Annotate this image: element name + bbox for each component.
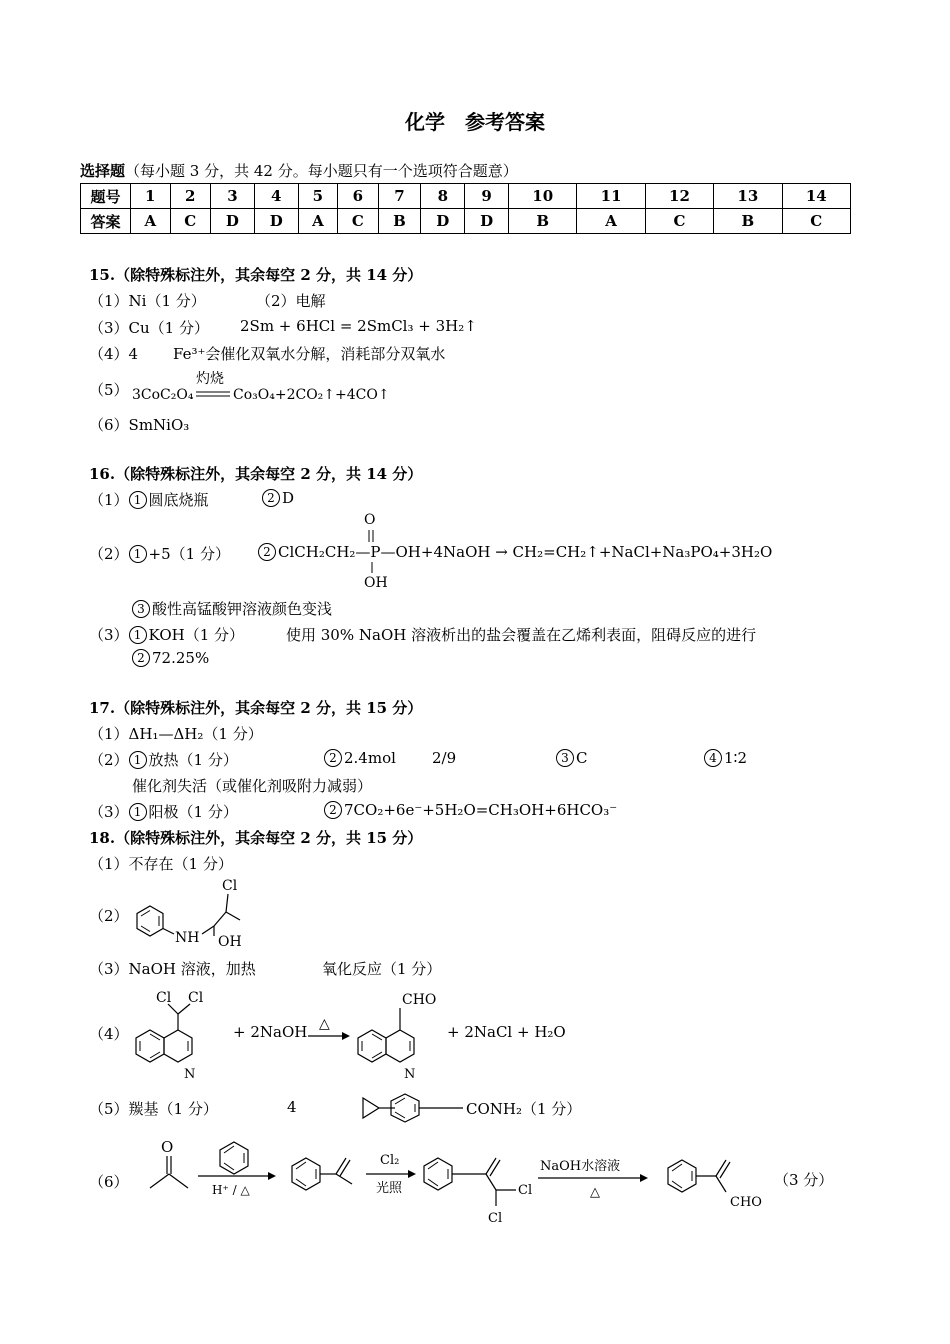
equals-sign-icon xyxy=(196,391,232,399)
table-cell: C xyxy=(170,209,210,234)
q16-p1b: D xyxy=(282,489,295,507)
q18-header: 18.（除特殊标注外，其余每空 2 分，共 15 分） xyxy=(89,829,423,847)
table-cell: 6 xyxy=(338,184,378,209)
q17-a2a: 放热（1 分） xyxy=(148,751,238,769)
q18-a4-reactant xyxy=(130,984,220,1080)
q16-p3a: KOH（1 分） xyxy=(148,626,245,644)
q18-a1: （1）不存在（1 分） xyxy=(89,855,233,873)
cho-label: CHO xyxy=(402,992,437,1008)
cho-label: CHO xyxy=(730,1195,762,1210)
q17-a3a: 阳极（1 分） xyxy=(148,803,238,821)
circled-number-icon: 1 xyxy=(129,626,147,644)
q15-a4-reason: Fe³⁺会催化双氧水分解，消耗部分双氧水 xyxy=(173,345,446,363)
q16-p3 xyxy=(89,624,244,645)
q17-a1: （1）ΔH₁—ΔH₂（1 分） xyxy=(89,725,263,743)
circled-number-icon: 2 xyxy=(258,543,276,561)
mc-intro-text: （每小题 3 分，共 42 分。每小题只有一个选项符合题意） xyxy=(125,162,518,180)
mc-intro xyxy=(80,160,518,181)
table-row-answers xyxy=(81,209,851,234)
cl-label: Cl xyxy=(188,990,204,1006)
q17-a3b: 7CO₂+6e⁻+5H₂O=CH₃OH+6HCO₃⁻ xyxy=(344,801,618,819)
q17-a2-prefix: （2） xyxy=(89,751,129,769)
q16-p2b-hydroxyl: OH xyxy=(364,575,388,591)
table-cell-head: 答案 xyxy=(81,209,131,234)
table-cell: 4 xyxy=(254,184,298,209)
table-cell: C xyxy=(338,209,378,234)
q18-a3b: 氧化反应（1 分） xyxy=(322,960,442,978)
q15-a3: （3）Cu（1 分） xyxy=(89,319,209,337)
table-cell: D xyxy=(211,209,255,234)
table-cell: 2 xyxy=(170,184,210,209)
table-cell: 8 xyxy=(421,184,465,209)
q17-a2d: 1∶2 xyxy=(724,749,747,767)
reaction-arrow-icon xyxy=(306,1014,352,1044)
q16-p2 xyxy=(89,543,230,564)
q15-a3-equation: 2Sm + 6HCl = 2SmCl₃ + 3H₂↑ xyxy=(240,317,477,335)
q15-header: 15.（除特殊标注外，其余每空 2 分，共 14 分） xyxy=(89,266,423,284)
circled-number-icon: 4 xyxy=(704,749,722,767)
q17-a2b2: 2/9 xyxy=(432,749,457,767)
q18-a5c: CONH₂（1 分） xyxy=(466,1100,582,1118)
q17-a2b-wrap xyxy=(324,749,396,767)
table-cell: 12 xyxy=(645,184,713,209)
q16-p2a: +5（1 分） xyxy=(148,545,230,563)
q17-a2 xyxy=(89,749,238,770)
table-cell: 9 xyxy=(465,184,509,209)
chlorine-label: Cl₂ xyxy=(380,1153,400,1168)
table-cell: 14 xyxy=(782,184,850,209)
q17-a2c-wrap xyxy=(556,749,587,767)
q17-a3b-wrap xyxy=(324,801,617,819)
q16-p2b-equation: ClCH₂CH₂—P—OH+4NaOH → CH₂=CH₂↑+NaCl+Na₃PO₄+3H₂O xyxy=(278,543,773,561)
circled-number-icon: 3 xyxy=(132,600,150,618)
q17-header: 17.（除特殊标注外，其余每空 2 分，共 15 分） xyxy=(89,699,423,717)
table-cell: C xyxy=(645,209,713,234)
q15-a5-left: 3CoC₂O₄ xyxy=(132,387,194,403)
naoh-label: NaOH水溶液 xyxy=(540,1159,621,1174)
q15-a2: （2）电解 xyxy=(256,292,326,310)
q16-p3c-wrap xyxy=(132,649,209,667)
double-bond-icon xyxy=(367,530,377,544)
q15-a6: （6）SmNiO₃ xyxy=(89,416,190,434)
circled-number-icon: 2 xyxy=(132,649,150,667)
q17-a2d-wrap xyxy=(704,749,747,767)
table-cell: A xyxy=(577,209,645,234)
q16-p1b-wrap xyxy=(262,489,294,507)
q18-a3: （3）NaOH 溶液，加热 xyxy=(89,960,256,978)
q16-p2b-wrap xyxy=(258,543,772,561)
q16-p3c: 72.25% xyxy=(152,649,210,667)
table-cell: B xyxy=(378,209,421,234)
q17-a2b: 2.4mol xyxy=(344,749,396,767)
circled-number-icon: 1 xyxy=(129,491,147,509)
circled-number-icon: 1 xyxy=(129,751,147,769)
q15-a5-right: Co₃O₄+2CO₂↑+4CO↑ xyxy=(233,387,390,403)
circled-number-icon: 2 xyxy=(262,489,280,507)
circled-number-icon: 3 xyxy=(556,749,574,767)
heat-label: △ xyxy=(319,1016,330,1032)
table-cell: C xyxy=(782,209,850,234)
page-title: 化学 参考答案 xyxy=(405,110,545,134)
table-cell-head: 题号 xyxy=(81,184,131,209)
q18-a4-plus2: + 2NaCl + H₂O xyxy=(447,1023,566,1041)
table-cell: D xyxy=(421,209,465,234)
heat-label: △ xyxy=(590,1185,600,1200)
q16-header: 16.（除特殊标注外，其余每空 2 分，共 14 分） xyxy=(89,465,423,483)
q18-a5: （5）羰基（1 分） xyxy=(89,1100,218,1118)
q17-a2e: 催化剂失活（或催化剂吸附力减弱） xyxy=(132,777,373,795)
q17-a3-prefix: （3） xyxy=(89,803,129,821)
q18-a6: （6） xyxy=(89,1173,129,1191)
q18-a5b: 4 xyxy=(287,1098,297,1116)
q18-a6-route xyxy=(140,1136,834,1228)
cl-label: Cl xyxy=(222,878,238,894)
q16-p1 xyxy=(89,489,209,510)
q18-a5-structure xyxy=(355,1088,465,1128)
nh-label: NH xyxy=(175,930,200,946)
table-row-numbers xyxy=(81,184,851,209)
table-cell: 3 xyxy=(211,184,255,209)
q16-p2b-oxygen: O xyxy=(364,512,376,528)
q16-p2c-wrap xyxy=(132,598,332,619)
q15-a5: （5） xyxy=(89,381,129,399)
o-label: O xyxy=(161,1138,174,1156)
q18-a4: （4） xyxy=(89,1025,129,1043)
q16-p3b: 使用 30% NaOH 溶液析出的盐会覆盖在乙烯利表面，阻碍反应的进行 xyxy=(286,626,757,644)
catalyst-label: H⁺ / △ xyxy=(212,1183,250,1197)
score-label: （3 分） xyxy=(774,1171,834,1189)
mc-intro-label: 选择题 xyxy=(80,162,126,180)
cl-label: Cl xyxy=(518,1183,533,1198)
table-cell: 10 xyxy=(509,184,577,209)
table-cell: B xyxy=(509,209,577,234)
light-label: 光照 xyxy=(376,1181,403,1196)
cl-label: Cl xyxy=(488,1211,503,1226)
cl-label: Cl xyxy=(156,990,172,1006)
table-cell: B xyxy=(714,209,782,234)
table-cell: 13 xyxy=(714,184,782,209)
table-cell: 5 xyxy=(298,184,338,209)
table-cell: D xyxy=(254,209,298,234)
n-label: N xyxy=(184,1067,196,1082)
oh-label: OH xyxy=(218,934,242,950)
table-cell: A xyxy=(298,209,338,234)
q16-p2c: 酸性高锰酸钾溶液颜色变浅 xyxy=(152,600,333,618)
circled-number-icon: 2 xyxy=(324,801,342,819)
q18-a2-structure xyxy=(130,876,270,952)
q18-a4-product xyxy=(352,984,448,1080)
table-cell: 1 xyxy=(131,184,171,209)
q15-a4: （4）4 xyxy=(89,345,139,363)
q18-a2: （2） xyxy=(89,907,129,925)
table-cell: 7 xyxy=(378,184,421,209)
n-label: N xyxy=(404,1067,416,1082)
q17-a2c: C xyxy=(576,749,588,767)
table-cell: 11 xyxy=(577,184,645,209)
single-bond-icon xyxy=(371,562,375,574)
q16-p2-prefix: （2） xyxy=(89,545,129,563)
q16-p1-prefix: （1） xyxy=(89,491,129,509)
circled-number-icon: 1 xyxy=(129,545,147,563)
table-cell: A xyxy=(131,209,171,234)
q18-a4-plus1: + 2NaOH xyxy=(233,1023,308,1041)
q16-p3-prefix: （3） xyxy=(89,626,129,644)
circled-number-icon: 2 xyxy=(324,749,342,767)
q15-a1: （1）Ni（1 分） xyxy=(89,292,206,310)
q17-a3 xyxy=(89,801,238,822)
circled-number-icon: 1 xyxy=(129,803,147,821)
q16-p1a: 圆底烧瓶 xyxy=(148,491,209,509)
table-cell: D xyxy=(465,209,509,234)
q15-a5-condition: 灼烧 xyxy=(196,371,224,387)
answer-table xyxy=(80,183,851,234)
